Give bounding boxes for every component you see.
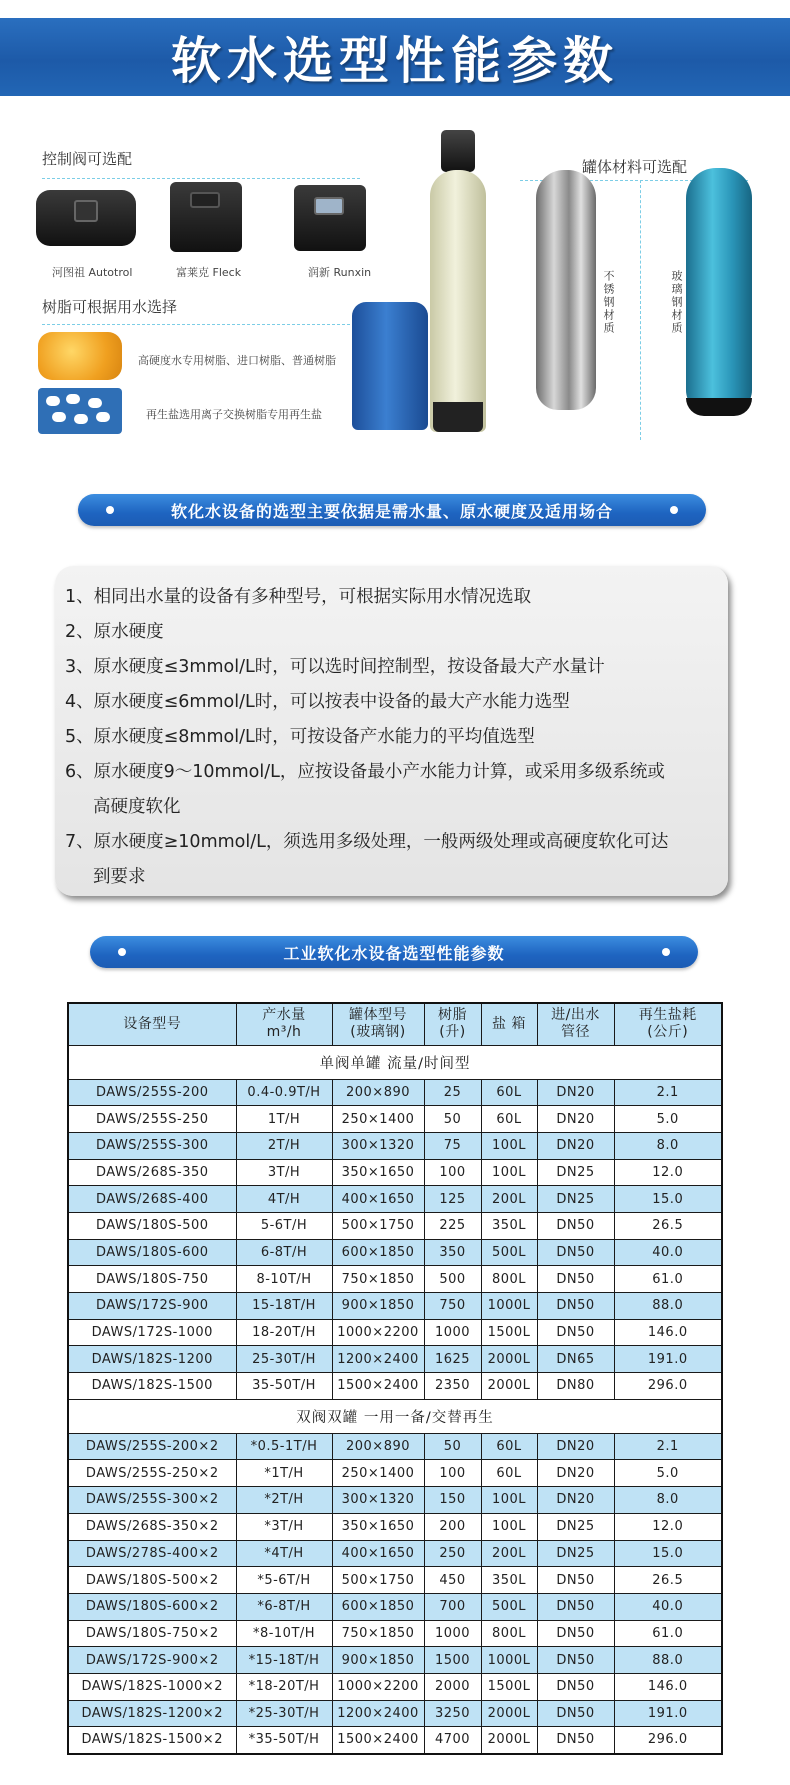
tank-base xyxy=(686,398,752,416)
cell-salt: 88.0 xyxy=(614,1293,722,1320)
runxin-valve-image xyxy=(294,185,366,251)
valves-label: 控制阀可选配 xyxy=(42,150,133,168)
cell-pipe: DN50 xyxy=(537,1700,614,1727)
cell-pipe: DN25 xyxy=(537,1513,614,1540)
cell-output: 1T/H xyxy=(236,1106,332,1133)
cell-tank: 300×1320 xyxy=(332,1487,424,1514)
cell-tank: 250×1400 xyxy=(332,1460,424,1487)
cell-brine: 200L xyxy=(481,1186,537,1213)
rule-item: 1、相同出水量的设备有多种型号，可根据实际用水情况选取 xyxy=(65,587,532,607)
valve-caption-fleck: 富莱克 Fleck xyxy=(176,266,242,279)
table-section-row xyxy=(68,1399,722,1433)
cell-brine: 100L xyxy=(481,1132,537,1159)
table-row xyxy=(68,1132,722,1159)
cell-model: DAWS/180S-600×2 xyxy=(68,1593,236,1620)
product-showcase xyxy=(0,130,790,460)
cell-model: DAWS/182S-1500 xyxy=(68,1373,236,1400)
table-row xyxy=(68,1647,722,1674)
cell-resin: 200 xyxy=(424,1513,481,1540)
rule-item: 6、原水硬度9～10mmol/L，应按设备最小产水能力计算，或采用多级系统或 xyxy=(65,762,665,782)
table-row xyxy=(68,1319,722,1346)
col-header-salt: 再生盐耗 (公斤) xyxy=(614,1003,722,1045)
cell-pipe: DN50 xyxy=(537,1212,614,1239)
cell-model: DAWS/268S-350×2 xyxy=(68,1513,236,1540)
table-row xyxy=(68,1239,722,1266)
table-row xyxy=(68,1373,722,1400)
cell-brine: 350L xyxy=(481,1212,537,1239)
cell-resin: 50 xyxy=(424,1433,481,1460)
cell-output: *4T/H xyxy=(236,1540,332,1567)
cell-pipe: DN50 xyxy=(537,1647,614,1674)
col-header-model: 设备型号 xyxy=(68,1003,236,1045)
cell-pipe: DN50 xyxy=(537,1727,614,1754)
section-title-cell: 双阀双罐 一用一备/交替再生 xyxy=(68,1399,722,1433)
bullet-dot xyxy=(118,948,126,956)
cell-brine: 500L xyxy=(481,1593,537,1620)
cell-salt: 146.0 xyxy=(614,1673,722,1700)
table-row xyxy=(68,1106,722,1133)
section-header-performance-params xyxy=(90,936,698,968)
cell-output: *35-50T/H xyxy=(236,1727,332,1754)
resin-image xyxy=(38,332,122,380)
divider xyxy=(640,180,641,440)
cell-model: DAWS/255S-300×2 xyxy=(68,1487,236,1514)
cell-salt: 191.0 xyxy=(614,1346,722,1373)
cell-tank: 750×1850 xyxy=(332,1266,424,1293)
cell-resin: 225 xyxy=(424,1212,481,1239)
table-row xyxy=(68,1433,722,1460)
cell-brine: 100L xyxy=(481,1487,537,1514)
cell-output: 25-30T/H xyxy=(236,1346,332,1373)
cell-model: DAWS/180S-600 xyxy=(68,1239,236,1266)
cell-resin: 100 xyxy=(424,1460,481,1487)
page-title: 软水选型性能参数 xyxy=(171,32,619,90)
cell-tank: 500×1750 xyxy=(332,1212,424,1239)
col-header-brine: 盐 箱 xyxy=(481,1003,537,1045)
cell-output: *1T/H xyxy=(236,1460,332,1487)
cell-output: *25-30T/H xyxy=(236,1700,332,1727)
table-header-row xyxy=(68,1003,722,1045)
section-title: 软化水设备的选型主要依据是需水量、原水硬度及适用场合 xyxy=(170,501,613,521)
cell-output: *3T/H xyxy=(236,1513,332,1540)
cell-output: 2T/H xyxy=(236,1132,332,1159)
cell-model: DAWS/172S-1000 xyxy=(68,1319,236,1346)
cell-output: *18-20T/H xyxy=(236,1673,332,1700)
tank-base xyxy=(433,402,483,432)
section-title-cell: 单阀单罐 流量/时间型 xyxy=(68,1045,722,1079)
resin-label: 树脂可根据用水选择 xyxy=(42,298,178,316)
table-row xyxy=(68,1212,722,1239)
valve-caption-autotrol: 河图祖 Autotrol xyxy=(52,266,133,279)
stainless-label: 不锈钢材质 xyxy=(602,270,615,335)
cell-pipe: DN25 xyxy=(537,1186,614,1213)
rule-item: 3、原水硬度≤3mmol/L时，可以选时间控制型，按设备最大产水量计 xyxy=(65,657,605,677)
cell-resin: 50 xyxy=(424,1106,481,1133)
selection-rules-box xyxy=(55,566,728,896)
cell-tank: 400×1650 xyxy=(332,1540,424,1567)
cell-pipe: DN50 xyxy=(537,1266,614,1293)
cell-salt: 2.1 xyxy=(614,1433,722,1460)
title-banner xyxy=(0,18,790,96)
cell-model: DAWS/255S-200×2 xyxy=(68,1433,236,1460)
autotrol-valve-image xyxy=(36,190,136,246)
section-title: 工业软化水设备选型性能参数 xyxy=(283,943,505,963)
cell-pipe: DN50 xyxy=(537,1567,614,1594)
cell-tank: 500×1750 xyxy=(332,1567,424,1594)
cell-salt: 26.5 xyxy=(614,1567,722,1594)
cell-output: 35-50T/H xyxy=(236,1373,332,1400)
cell-model: DAWS/278S-400×2 xyxy=(68,1540,236,1567)
cell-output: *6-8T/H xyxy=(236,1593,332,1620)
salt-caption: 再生盐选用离子交换树脂专用再生盐 xyxy=(146,408,322,421)
cell-salt: 88.0 xyxy=(614,1647,722,1674)
divider xyxy=(42,178,360,179)
cell-tank: 600×1850 xyxy=(332,1593,424,1620)
cell-brine: 100L xyxy=(481,1513,537,1540)
cell-tank: 1200×2400 xyxy=(332,1700,424,1727)
cell-model: DAWS/182S-1200×2 xyxy=(68,1700,236,1727)
cell-tank: 250×1400 xyxy=(332,1106,424,1133)
section-header-selection-basis xyxy=(78,494,706,526)
cell-tank: 300×1320 xyxy=(332,1132,424,1159)
cell-tank: 400×1650 xyxy=(332,1186,424,1213)
cell-brine: 350L xyxy=(481,1567,537,1594)
cell-brine: 60L xyxy=(481,1079,537,1106)
cell-pipe: DN20 xyxy=(537,1079,614,1106)
cell-salt: 191.0 xyxy=(614,1700,722,1727)
table-row xyxy=(68,1079,722,1106)
cell-tank: 750×1850 xyxy=(332,1620,424,1647)
cell-salt: 5.0 xyxy=(614,1106,722,1133)
cell-model: DAWS/180S-500×2 xyxy=(68,1567,236,1594)
cell-brine: 1500L xyxy=(481,1673,537,1700)
cell-pipe: DN20 xyxy=(537,1460,614,1487)
cell-tank: 900×1850 xyxy=(332,1293,424,1320)
stainless-tank-image xyxy=(536,170,596,410)
cell-brine: 2000L xyxy=(481,1346,537,1373)
cell-model: DAWS/180S-500 xyxy=(68,1212,236,1239)
cell-pipe: DN20 xyxy=(537,1132,614,1159)
frp-tank-image xyxy=(686,168,752,414)
cell-resin: 100 xyxy=(424,1159,481,1186)
cell-pipe: DN50 xyxy=(537,1593,614,1620)
cell-brine: 60L xyxy=(481,1460,537,1487)
cell-output: 15-18T/H xyxy=(236,1293,332,1320)
cell-resin: 1625 xyxy=(424,1346,481,1373)
bullet-dot xyxy=(106,506,114,514)
cell-brine: 2000L xyxy=(481,1373,537,1400)
cell-resin: 125 xyxy=(424,1186,481,1213)
cell-brine: 200L xyxy=(481,1540,537,1567)
table-row xyxy=(68,1700,722,1727)
control-valve-head xyxy=(441,130,475,172)
table-row xyxy=(68,1293,722,1320)
cell-brine: 60L xyxy=(481,1433,537,1460)
tank-material-label: 罐体材料可选配 xyxy=(582,158,688,176)
cell-resin: 450 xyxy=(424,1567,481,1594)
performance-table xyxy=(67,1002,723,1755)
cell-resin: 250 xyxy=(424,1540,481,1567)
rule-item: 4、原水硬度≤6mmol/L时，可以按表中设备的最大产水能力选型 xyxy=(65,692,570,712)
cell-salt: 15.0 xyxy=(614,1540,722,1567)
cell-pipe: DN20 xyxy=(537,1106,614,1133)
cell-pipe: DN25 xyxy=(537,1540,614,1567)
cell-salt: 26.5 xyxy=(614,1212,722,1239)
cell-resin: 2000 xyxy=(424,1673,481,1700)
fleck-valve-image xyxy=(170,182,242,252)
cell-brine: 1500L xyxy=(481,1319,537,1346)
table-row xyxy=(68,1727,722,1754)
cell-tank: 1000×2200 xyxy=(332,1319,424,1346)
cell-tank: 350×1650 xyxy=(332,1159,424,1186)
cell-tank: 1000×2200 xyxy=(332,1673,424,1700)
cell-model: DAWS/255S-250×2 xyxy=(68,1460,236,1487)
cell-resin: 1500 xyxy=(424,1647,481,1674)
col-header-tank: 罐体型号 (玻璃钢) xyxy=(332,1003,424,1045)
cell-pipe: DN25 xyxy=(537,1159,614,1186)
table-row xyxy=(68,1593,722,1620)
cell-brine: 1000L xyxy=(481,1293,537,1320)
cell-model: DAWS/182S-1200 xyxy=(68,1346,236,1373)
cell-output: *5-6T/H xyxy=(236,1567,332,1594)
rule-item: 7、原水硬度≥10mmol/L，须选用多级处理，一般两级处理或高硬度软化可达 xyxy=(65,832,669,852)
cell-model: DAWS/255S-300 xyxy=(68,1132,236,1159)
col-header-output: 产水量 m³/h xyxy=(236,1003,332,1045)
cell-salt: 12.0 xyxy=(614,1513,722,1540)
cell-resin: 25 xyxy=(424,1079,481,1106)
cell-brine: 100L xyxy=(481,1159,537,1186)
cell-resin: 3250 xyxy=(424,1700,481,1727)
cell-pipe: DN50 xyxy=(537,1239,614,1266)
cell-resin: 750 xyxy=(424,1293,481,1320)
cell-salt: 61.0 xyxy=(614,1620,722,1647)
cell-output: 6-8T/H xyxy=(236,1239,332,1266)
cell-model: DAWS/255S-250 xyxy=(68,1106,236,1133)
cell-salt: 296.0 xyxy=(614,1373,722,1400)
cell-output: 18-20T/H xyxy=(236,1319,332,1346)
cell-brine: 500L xyxy=(481,1239,537,1266)
cell-salt: 296.0 xyxy=(614,1727,722,1754)
softener-tank-image xyxy=(430,170,486,432)
table-section-row xyxy=(68,1045,722,1079)
cell-resin: 4700 xyxy=(424,1727,481,1754)
cell-salt: 40.0 xyxy=(614,1239,722,1266)
cell-output: 0.4-0.9T/H xyxy=(236,1079,332,1106)
cell-salt: 40.0 xyxy=(614,1593,722,1620)
table-row xyxy=(68,1540,722,1567)
cell-brine: 2000L xyxy=(481,1727,537,1754)
cell-pipe: DN50 xyxy=(537,1620,614,1647)
table-row xyxy=(68,1567,722,1594)
rule-item: 5、原水硬度≤8mmol/L时，可按设备产水能力的平均值选型 xyxy=(65,727,535,747)
valve-caption-runxin: 润新 Runxin xyxy=(308,266,372,279)
cell-resin: 1000 xyxy=(424,1620,481,1647)
cell-output: 5-6T/H xyxy=(236,1212,332,1239)
cell-tank: 900×1850 xyxy=(332,1647,424,1674)
col-header-resin: 树脂 (升) xyxy=(424,1003,481,1045)
brine-tank-image xyxy=(352,302,428,430)
cell-tank: 1500×2400 xyxy=(332,1373,424,1400)
table-row xyxy=(68,1186,722,1213)
bullet-dot xyxy=(670,506,678,514)
cell-output: *0.5-1T/H xyxy=(236,1433,332,1460)
cell-model: DAWS/268S-400 xyxy=(68,1186,236,1213)
bullet-dot xyxy=(662,948,670,956)
cell-brine: 60L xyxy=(481,1106,537,1133)
cell-pipe: DN65 xyxy=(537,1346,614,1373)
cell-output: 4T/H xyxy=(236,1186,332,1213)
cell-output: 8-10T/H xyxy=(236,1266,332,1293)
salt-image xyxy=(38,388,122,434)
table-row xyxy=(68,1266,722,1293)
cell-pipe: DN50 xyxy=(537,1673,614,1700)
cell-model: DAWS/180S-750×2 xyxy=(68,1620,236,1647)
cell-resin: 1000 xyxy=(424,1319,481,1346)
table-row xyxy=(68,1159,722,1186)
cell-tank: 1200×2400 xyxy=(332,1346,424,1373)
frp-label: 玻璃钢材质 xyxy=(670,270,683,335)
cell-resin: 700 xyxy=(424,1593,481,1620)
cell-resin: 350 xyxy=(424,1239,481,1266)
cell-brine: 2000L xyxy=(481,1700,537,1727)
cell-pipe: DN20 xyxy=(537,1487,614,1514)
rule-item: 2、原水硬度 xyxy=(65,622,164,642)
cell-model: DAWS/172S-900 xyxy=(68,1293,236,1320)
resin-caption: 高硬度水专用树脂、进口树脂、普通树脂 xyxy=(138,354,336,367)
cell-model: DAWS/268S-350 xyxy=(68,1159,236,1186)
cell-output: *2T/H xyxy=(236,1487,332,1514)
cell-tank: 1500×2400 xyxy=(332,1727,424,1754)
cell-output: 3T/H xyxy=(236,1159,332,1186)
cell-brine: 1000L xyxy=(481,1647,537,1674)
cell-tank: 200×890 xyxy=(332,1079,424,1106)
divider xyxy=(42,324,360,325)
cell-brine: 800L xyxy=(481,1266,537,1293)
cell-salt: 12.0 xyxy=(614,1159,722,1186)
cell-model: DAWS/180S-750 xyxy=(68,1266,236,1293)
rule-item-continued: 到要求 xyxy=(93,867,146,887)
cell-output: *8-10T/H xyxy=(236,1620,332,1647)
cell-pipe: DN50 xyxy=(537,1319,614,1346)
cell-pipe: DN50 xyxy=(537,1293,614,1320)
cell-salt: 2.1 xyxy=(614,1079,722,1106)
cell-model: DAWS/172S-900×2 xyxy=(68,1647,236,1674)
cell-salt: 8.0 xyxy=(614,1487,722,1514)
cell-output: *15-18T/H xyxy=(236,1647,332,1674)
cell-resin: 150 xyxy=(424,1487,481,1514)
table-row xyxy=(68,1513,722,1540)
cell-pipe: DN20 xyxy=(537,1433,614,1460)
cell-salt: 8.0 xyxy=(614,1132,722,1159)
col-header-pipe: 进/出水 管径 xyxy=(537,1003,614,1045)
cell-salt: 61.0 xyxy=(614,1266,722,1293)
cell-tank: 600×1850 xyxy=(332,1239,424,1266)
cell-salt: 5.0 xyxy=(614,1460,722,1487)
cell-brine: 800L xyxy=(481,1620,537,1647)
table-row xyxy=(68,1673,722,1700)
rule-item-continued: 高硬度软化 xyxy=(93,797,181,817)
cell-salt: 15.0 xyxy=(614,1186,722,1213)
cell-resin: 2350 xyxy=(424,1373,481,1400)
cell-resin: 75 xyxy=(424,1132,481,1159)
cell-model: DAWS/182S-1500×2 xyxy=(68,1727,236,1754)
cell-pipe: DN80 xyxy=(537,1373,614,1400)
cell-tank: 350×1650 xyxy=(332,1513,424,1540)
table-row xyxy=(68,1460,722,1487)
cell-model: DAWS/255S-200 xyxy=(68,1079,236,1106)
cell-tank: 200×890 xyxy=(332,1433,424,1460)
cell-model: DAWS/182S-1000×2 xyxy=(68,1673,236,1700)
table-row xyxy=(68,1487,722,1514)
table-row xyxy=(68,1346,722,1373)
cell-salt: 146.0 xyxy=(614,1319,722,1346)
table-row xyxy=(68,1620,722,1647)
cell-resin: 500 xyxy=(424,1266,481,1293)
